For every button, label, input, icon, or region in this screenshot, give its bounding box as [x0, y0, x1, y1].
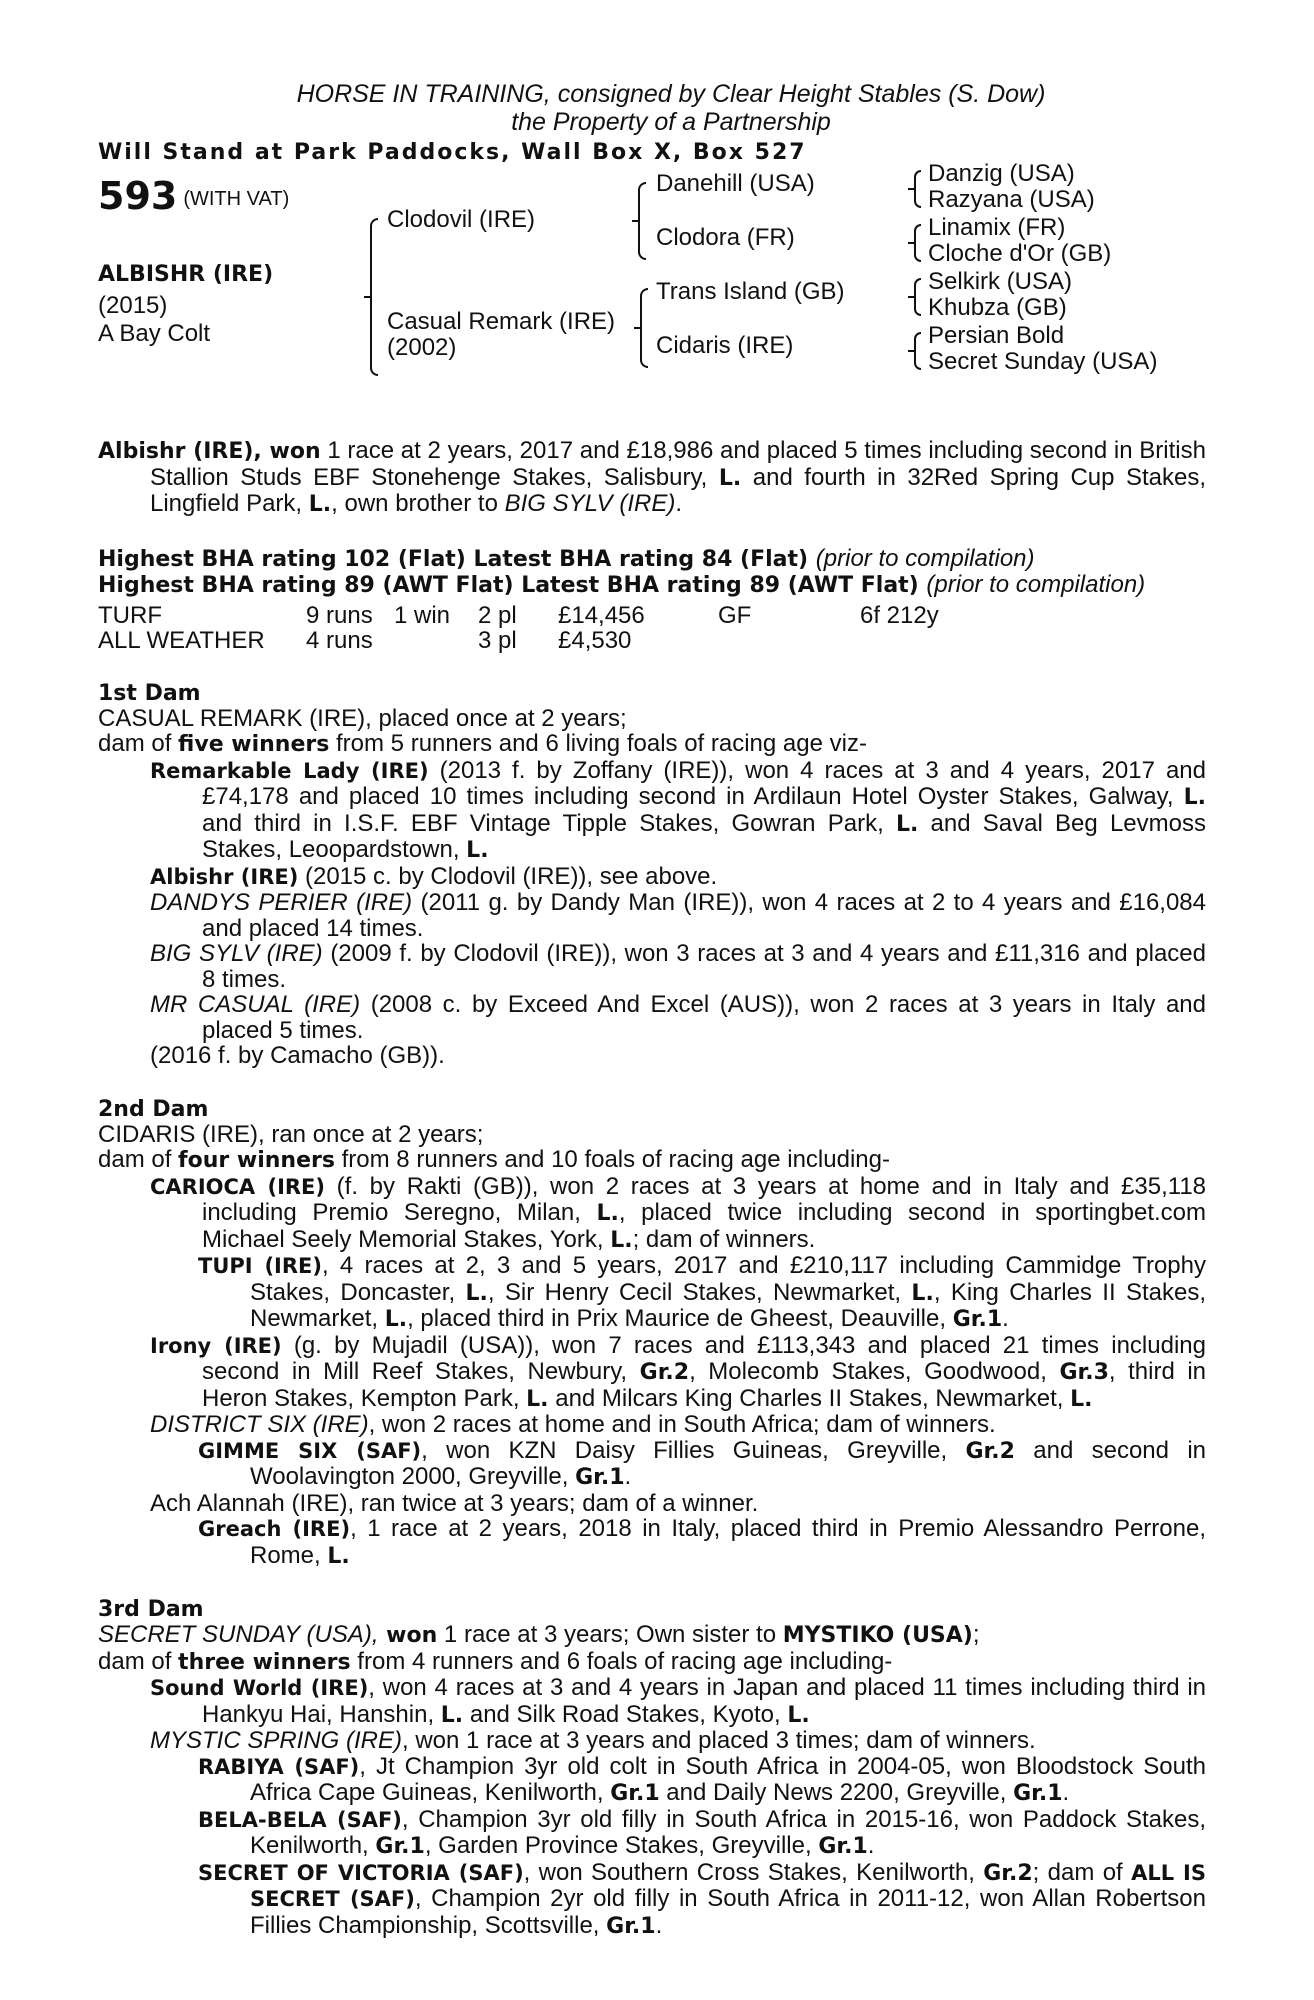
list-item: MYSTIC SPRING (IRE), won 1 race at 3 years and placed 3 times; dam of winners.	[150, 1727, 1036, 1754]
sire-dam-dam: Cloche d'Or (GB)	[928, 240, 1112, 267]
pedigree-block	[98, 160, 1206, 438]
third-dam-produce: dam of three winners from 4 runners and 6 foals of racing age including-	[98, 1647, 893, 1675]
vat-label: (WITH VAT)	[183, 188, 290, 210]
list-item: MR CASUAL (IRE) (2008 c. by Exceed And Excel (AUS)), won 2 races at 3 years in Italy and placed 5 times.	[150, 991, 1206, 1044]
list-item: Remarkable Lady (IRE) (2013 f. by Zoffany (IRE)), won 4 races at 3 and 4 years, 2017 and £74,178 and placed 10 times including second in Ardilaun Hotel Oyster Stakes, Galway, L. and third in I.S.F. EBF Vintage Tipple Stakes, Gowran Park, L. and Saval Beg Levmoss Stakes, Leoopardstown, L.	[150, 756, 1207, 863]
consignor-line: HORSE IN TRAINING, consigned by Clear Height Stables (S. Dow)	[296, 80, 1046, 108]
pedigree-bracket	[914, 332, 921, 370]
dam-dam: Cidaris (IRE)	[656, 332, 794, 359]
third-dam-heading: 3rd Dam	[98, 1597, 204, 1622]
race-summary: Albishr (IRE), won 1 race at 2 years, 2017 and £18,986 and placed 5 times including second in British Stallion Studs EBF Stonehenge Stakes, Salisbury, L. and fourth in 32Red Spring Cup Stakes, Lingfield Park, L., own brother to BIG SYLV (IRE).	[98, 437, 1207, 517]
list-item: TUPI (IRE), 4 races at 2, 3 and 5 years, 2017 and £210,117 including Cammidge Trophy Stakes, Doncaster, L., Sir Henry Cecil Stakes, Newmarket, L., King Charles II Stakes, Newmarket, L., placed third in Prix Maurice de Gheest, Deauville, Gr.1.	[198, 1252, 1207, 1332]
stabling-line: Will Stand at Park Paddocks, Wall Box X, Box 527	[98, 140, 807, 165]
list-item: CARIOCA (IRE) (f. by Rakti (GB)), won 2 races at 3 years at home and in Italy and £35,118 including Premio Seregno, Milan, L., placed twice including second in sportingbet.com Michael Seely Memorial Stakes, York, L.; dam of winners.	[150, 1172, 1207, 1253]
catalogue-page	[98, 80, 1206, 1939]
dam-dam-sire: Persian Bold	[928, 322, 1065, 349]
pedigree-bracket	[914, 224, 921, 262]
list-item: DANDYS PERIER (IRE) (2011 g. by Dandy Man (IRE)), won 4 races at 2 to 4 years and £16,084 and placed 14 times.	[150, 889, 1206, 942]
list-item: SECRET OF VICTORIA (SAF), won Southern Cross Stakes, Kenilworth, Gr.2; dam of ALL IS SECRET (SAF), Champion 2yr old filly in South Africa in 2011-12, won Allan Robertson Fillies Championship, Scottsville, Gr.1.	[198, 1858, 1207, 1939]
second-dam-produce: dam of four winners from 8 runners and 10 foals of racing age including-	[98, 1146, 890, 1173]
dam-year: (2002)	[387, 334, 457, 361]
flat-rating: Highest BHA rating 102 (Flat) Latest BHA rating 84 (Flat) (prior to compilation)	[98, 544, 1035, 572]
horse-name: ALBISHR (IRE)	[98, 262, 274, 287]
sire-sire: Danehill (USA)	[656, 170, 815, 197]
third-dam-line: SECRET SUNDAY (USA), won 1 race at 3 years; Own sister to MYSTIKO (USA);	[98, 1621, 980, 1648]
first-dam-produce: dam of five winners from 5 runners and 6 living foals of racing age viz-	[98, 730, 867, 757]
list-item: BELA-BELA (SAF), Champion 3yr old filly in South Africa in 2015-16, won Paddock Stakes, Kenilworth, Gr.1, Garden Province Stakes, Greyville, Gr.1.	[198, 1805, 1206, 1859]
sire: Clodovil (IRE)	[387, 206, 536, 233]
pedigree-bracket	[640, 288, 648, 368]
dam-dam-dam: Secret Sunday (USA)	[928, 348, 1158, 375]
pedigree-bracket	[370, 218, 378, 376]
sire-dam: Clodora (FR)	[656, 224, 795, 251]
sire-dam-sire: Linamix (FR)	[928, 214, 1066, 241]
awt-rating: Highest BHA rating 89 (AWT Flat) Latest BHA rating 89 (AWT Flat) (prior to compilation)	[98, 571, 1146, 598]
first-dam-heading: 1st Dam	[98, 680, 201, 706]
table-row: ALL WEATHER 4 runs 3 pl £4,530	[98, 626, 632, 654]
pedigree-bracket	[914, 278, 921, 316]
list-item: (2016 f. by Camacho (GB)).	[150, 1042, 445, 1069]
pedigree-bracket	[638, 182, 646, 260]
list-item: BIG SYLV (IRE) (2009 f. by Clodovil (IRE)), won 3 races at 3 and 4 years and £11,316 and placed 8 times.	[150, 940, 1206, 993]
horse-year: (2015)	[98, 292, 168, 319]
list-item: DISTRICT SIX (IRE), won 2 races at home and in South Africa; dam of winners.	[150, 1411, 996, 1438]
horse-description: A Bay Colt	[98, 320, 211, 347]
list-item: GIMME SIX (SAF), won KZN Daisy Fillies Guineas, Greyville, Gr.2 and second in Woolavington 2000, Greyville, Gr.1.	[198, 1436, 1206, 1490]
list-item: Albishr (IRE) (2015 c. by Clodovil (IRE)), see above.	[150, 862, 718, 890]
dam-sire-dam: Khubza (GB)	[928, 294, 1067, 321]
dam: Casual Remark (IRE)	[387, 308, 616, 335]
table-row: TURF 9 runs 1 win 2 pl £14,456 GF 6f 212y	[98, 601, 939, 629]
lot-number: 593 (WITH VAT)	[98, 174, 290, 218]
first-dam-line: CASUAL REMARK (IRE), placed once at 2 years;	[98, 704, 627, 732]
sire-sire-dam: Razyana (USA)	[928, 186, 1095, 213]
list-item: Greach (IRE), 1 race at 2 years, 2018 in Italy, placed third in Premio Alessandro Perrone, Rome, L.	[198, 1515, 1207, 1569]
dam-sire-sire: Selkirk (USA)	[928, 268, 1073, 295]
pedigree-bracket	[914, 170, 921, 208]
dam-sire: Trans Island (GB)	[656, 278, 845, 305]
second-dam-line: CIDARIS (IRE), ran once at 2 years;	[98, 1120, 484, 1148]
list-item: RABIYA (SAF), Jt Champion 3yr old colt in South Africa in 2004-05, won Bloodstock South Africa Cape Guineas, Kenilworth, Gr.1 and Daily News 2200, Greyville, Gr.1.	[198, 1752, 1207, 1806]
second-dam-heading: 2nd Dam	[98, 1096, 209, 1122]
ownership-line: the Property of a Partnership	[511, 108, 831, 136]
list-item: Sound World (IRE), won 4 races at 3 and 4 years in Japan and placed 11 times including third in Hankyu Hai, Hanshin, L. and Silk Road Stakes, Kyoto, L.	[150, 1674, 1207, 1728]
list-item: Ach Alannah (IRE), ran twice at 3 years; dam of a winner.	[150, 1489, 759, 1517]
race-record-table	[98, 603, 939, 653]
list-item: Irony (IRE) (g. by Mujadil (USA)), won 7 races and £113,343 and placed 21 times including second in Mill Reef Stakes, Newbury, Gr.2, Molecomb Stakes, Goodwood, Gr.3, third in Heron Stakes, Kempton Park, L. and Milcars King Charles II Stakes, Newmarket, L.	[150, 1331, 1207, 1412]
sire-sire-sire: Danzig (USA)	[928, 160, 1075, 187]
